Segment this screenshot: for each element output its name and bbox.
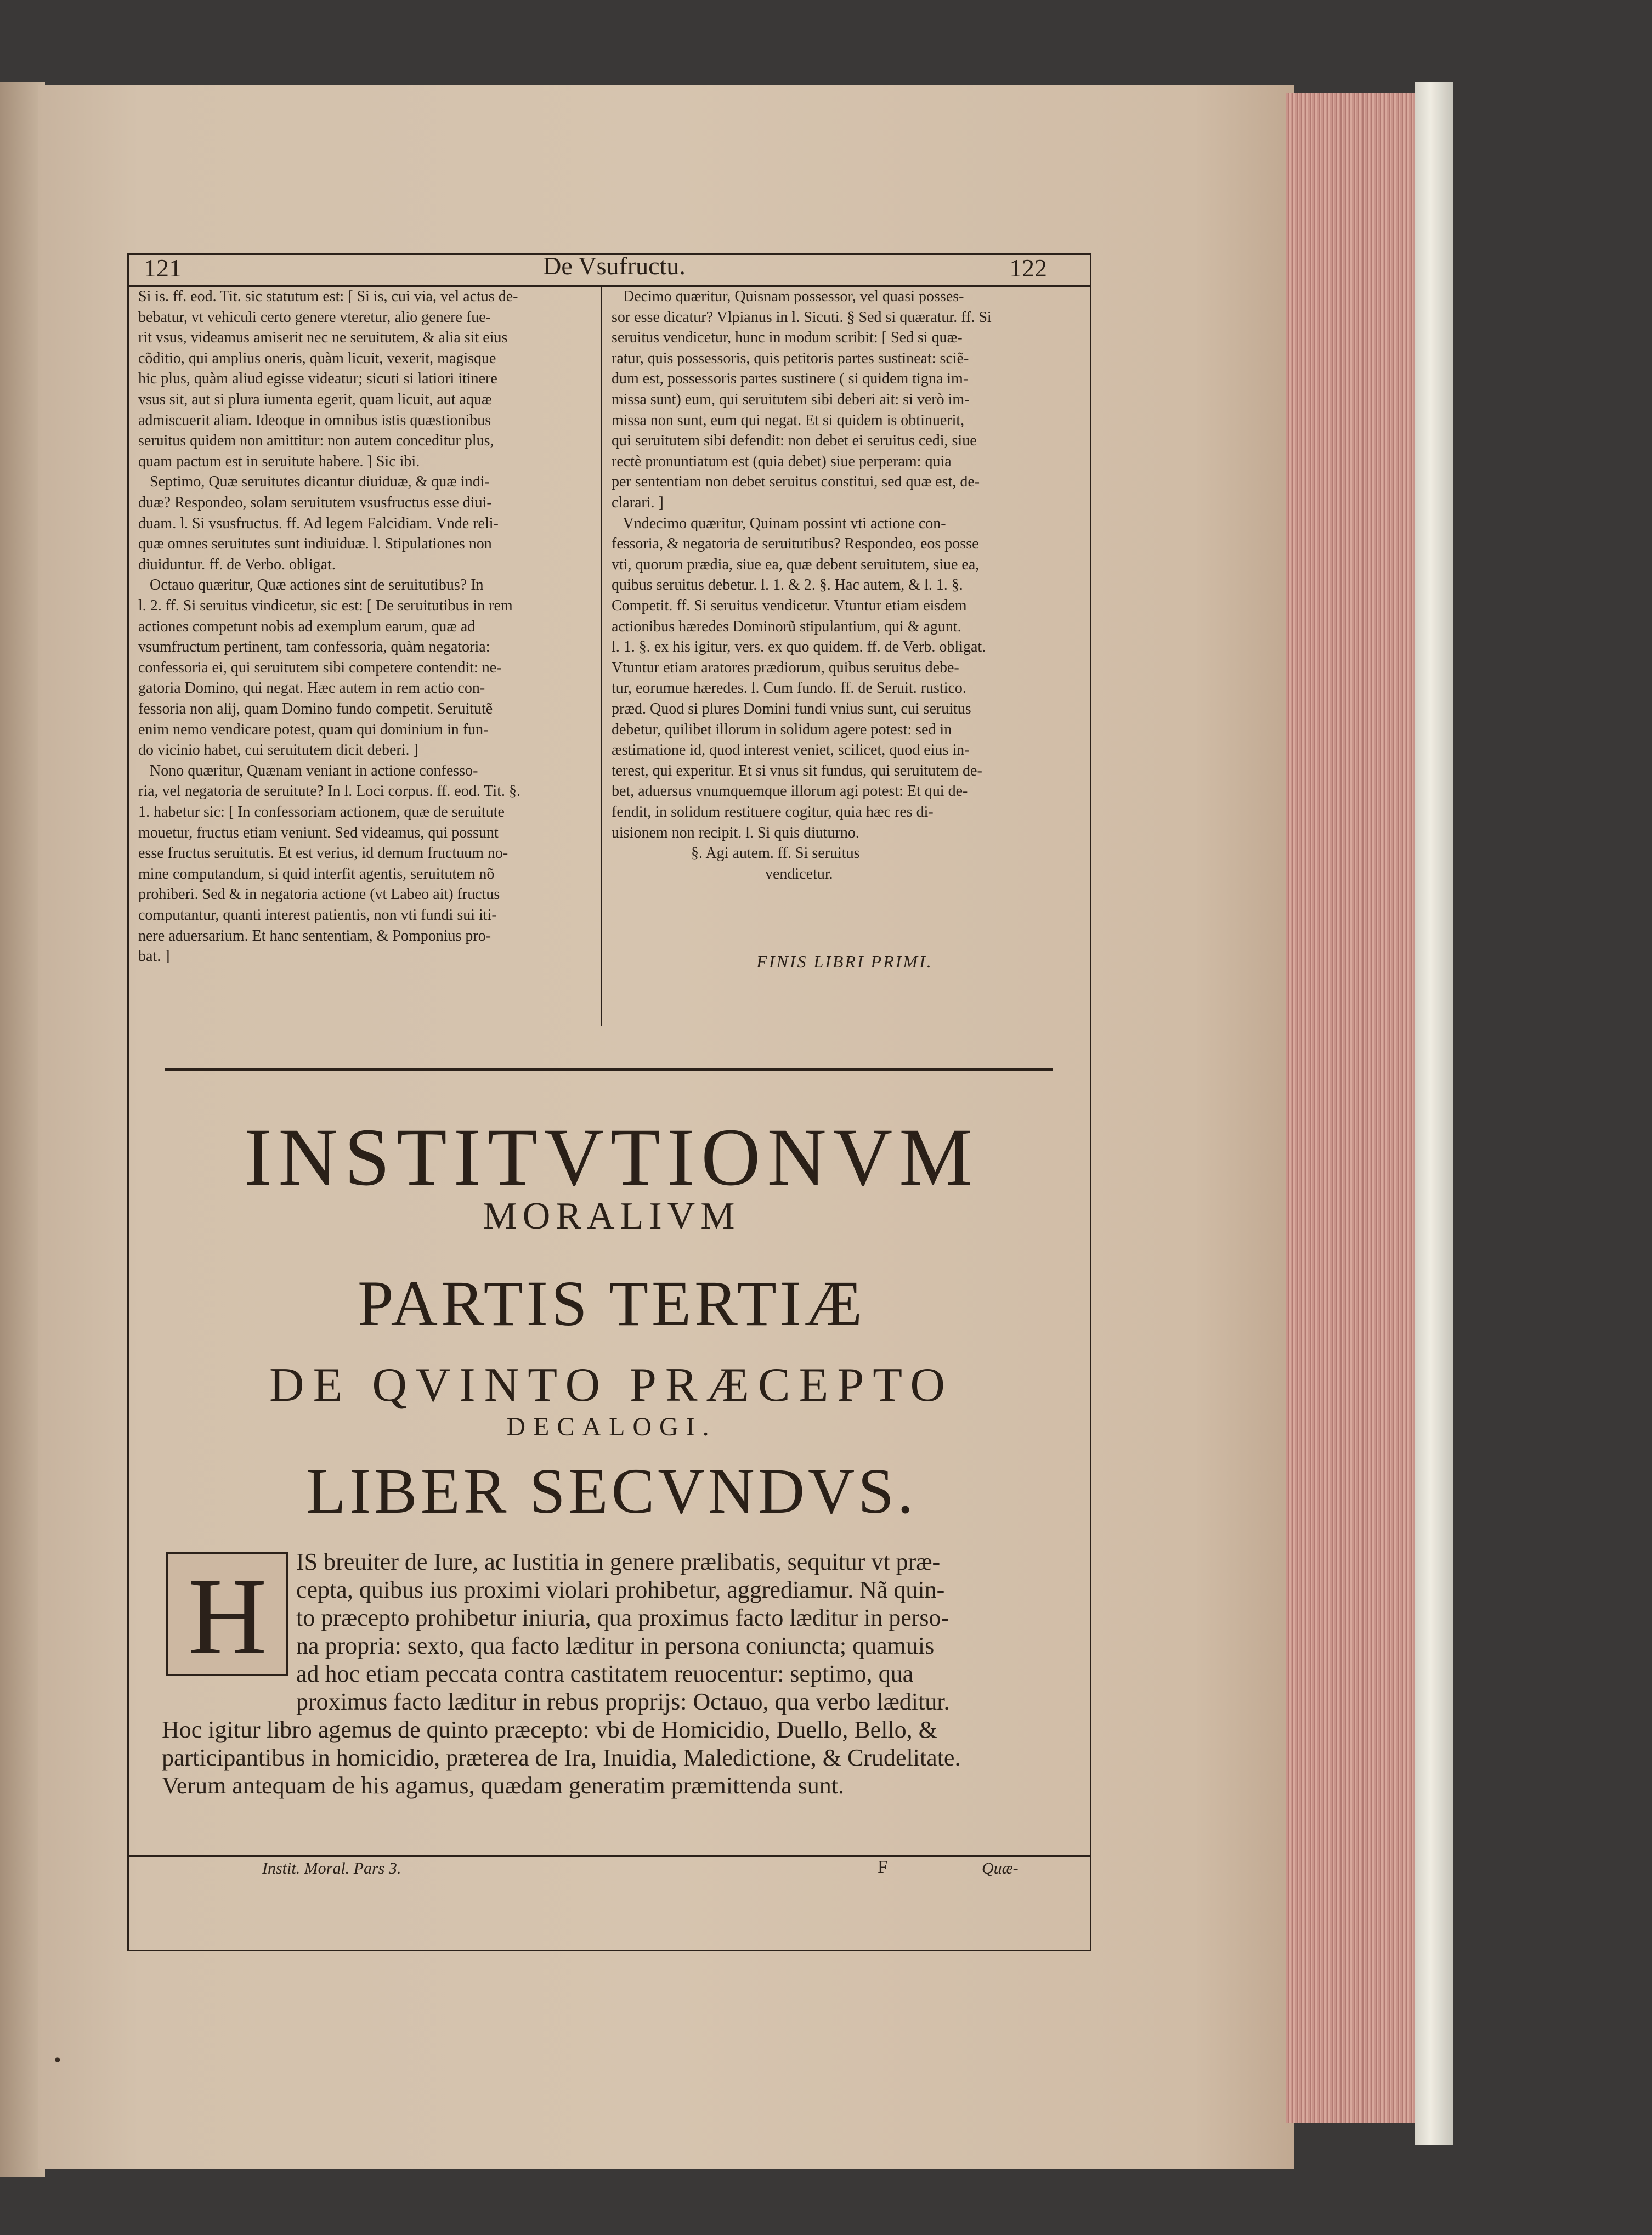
leftcol-line: duæ? Respondeo, solam seruitutem vsusfructus esse diui- (138, 494, 492, 511)
leftcol-line: rit vsus, videamus amiserit nec ne seruitutem, & alia sit eius (138, 329, 508, 347)
bodytext-line: Verum antequam de his agamus, quædam generatim præmittenda sunt. (162, 1772, 844, 1799)
leftcol-line: admiscuerit aliam. Ideoque in omnibus istis quæstionibus (138, 411, 491, 429)
leftcol-line: Si is. ff. eod. Tit. sic statutum est: [ Si is, cui via, vel actus de- (138, 288, 518, 305)
rightcol-line: ratur, quis possessoris, quis petitoris partes sustineat: sciẽ- (612, 349, 969, 367)
leftcol-line: do vicinio habet, cui seruitutem dicit deberi. ] (138, 742, 418, 759)
rightcol-line: seruitus vendicetur, hunc in modum scribit: [ Sed si quæ- (612, 329, 963, 347)
bodytext-line: to præcepto prohibetur iniuria, qua proximus facto læditur in perso- (296, 1604, 949, 1631)
rightcol-line: rectè pronuntiatum est (quia debet) siue perperam: quia (612, 452, 952, 470)
page-number-right: 122 (1009, 254, 1047, 282)
rightcol-line: per sententiam non debet seruitus constitui, sed quæ est, de- (612, 473, 980, 491)
leftcol-line: mine computandum, si quid interfit agentis, seruitutem nõ (138, 865, 495, 882)
leftcol-line: fessoria non alij, quam Domino fundo competit. Seruitutẽ (138, 700, 493, 717)
signature-mark: F (878, 1857, 888, 1877)
page-edges-red (1286, 93, 1429, 2123)
title-liber-secundus: LIBER SECVNDVS. (306, 1455, 917, 1527)
rightcol-line: missa sunt) eum, qui seruitutem sibi deberi ait: si verò im- (612, 391, 970, 408)
leftcol-line: hic plus, quàm aliud egisse videatur; sicuti si latiori itinere (138, 370, 497, 388)
finis-libri: FINIS LIBRI PRIMI. (756, 952, 933, 971)
column-divider (601, 285, 602, 1026)
leftcol-line: actiones competunt nobis ad exemplum earum, quæ ad (138, 618, 476, 635)
rightcol-line: præd. Quod si plures Domini fundi vnius sunt, cui seruitus (612, 700, 971, 717)
rightcol-line: bet, aduersus vnumquemque illorum agi potest: Et qui de- (612, 783, 968, 800)
leftcol-line: enim nemo vendicare potest, quam qui dominium in fun- (138, 721, 489, 738)
rightcol-line: vendicetur. (765, 865, 833, 882)
rightcol-line: fessoria, & negatoria de seruitutibus? Respondeo, eos posse (612, 535, 979, 553)
rightcol-line: §. Agi autem. ff. Si seruitus (691, 845, 860, 862)
catchword: Quæ- (982, 1859, 1019, 1877)
page-number-left: 121 (144, 254, 182, 282)
margin-dot: • (53, 2051, 63, 2070)
rightcol-line: clarari. ] (612, 494, 664, 511)
leftcol-line: seruitus quidem non amittitur: non autem conceditur plus, (138, 432, 494, 450)
bodytext-line: Hoc igitur libro agemus de quinto præcepto: vbi de Homicidio, Duello, Bello, & (162, 1716, 937, 1743)
leftcol-line: Nono quæritur, Quænam veniant in actione confesso- (138, 762, 478, 779)
leftcol-line: l. 2. ff. Si seruitus vindicetur, sic est: [ De seruitutibus in rem (138, 597, 513, 614)
leftcol-line: quam pactum est in seruitute habere. ] Sic ibi. (138, 452, 420, 470)
title-moralium: MORALIVM (483, 1195, 740, 1237)
rightcol-line: debetur, quilibet illorum in solidum agere potest: sed in (612, 721, 952, 738)
bodytext-line: proximus facto læditur in rebus proprijs: Octauo, qua verbo læditur. (296, 1688, 950, 1715)
bodytext-line: IS breuiter de Iure, ac Iustitia in genere prælibatis, sequitur vt præ- (296, 1548, 941, 1575)
rightcol-line: terest, qui experitur. Et si vnus sit fundus, qui seruitutem de- (612, 762, 982, 779)
footer-rule (127, 1855, 1090, 1857)
rightcol-line: Decimo quæritur, Quisnam possessor, vel quasi posses- (612, 288, 964, 305)
signature-left: Instit. Moral. Pars 3. (262, 1859, 401, 1877)
title-institutionum: INSTITVTIONVM (244, 1112, 979, 1203)
rightcol-line: Vndecimo quæritur, Quinam possint vti actione con- (612, 514, 946, 532)
leftcol-line: cõditio, qui amplius oneris, quàm licuit, vexerit, magisque (138, 349, 496, 367)
rightcol-line: l. 1. §. ex his igitur, vers. ex quo quidem. ff. de Verb. obligat. (612, 638, 986, 656)
leftcol-line: prohiberi. Sed & in negatoria actione (vt Labeo ait) fructus (138, 886, 500, 903)
rightcol-line: missa non sunt, eum qui negat. Et si quidem is obtinuerit, (612, 411, 965, 429)
rightcol-line: qui seruitutem sibi defendit: non debet ei seruitus cedi, siue (612, 432, 977, 450)
rightcol-line: actionibus hæredes Dominorũ stipulantium, qui & agunt. (612, 618, 961, 635)
leftcol-line: diuiduntur. ff. de Verbo. obligat. (138, 556, 336, 573)
title-de-quinto-praecepto: DE QVINTO PRÆCEPTO (269, 1359, 954, 1412)
leftcol-line: duam. l. Si vsusfructus. ff. Ad legem Falcidiam. Vnde reli- (138, 514, 499, 532)
leftcol-line: gatoria Domino, qui negat. Hæc autem in rem actio con- (138, 680, 485, 697)
leftcol-line: ria, vel negatoria de seruitute? In l. Loci corpus. ff. eod. Tit. §. (138, 783, 521, 800)
dropcap-letter: H (188, 1556, 267, 1677)
leftcol-line: vsumfructum pertinent, tam confessoria, quàm negatoria: (138, 638, 490, 656)
rightcol-line: uisionem non recipit. l. Si quis diuturno. (612, 824, 859, 841)
rightcol-line: Vtuntur etiam aratores prædiorum, quibus seruitus debe- (612, 659, 959, 676)
rightcol-line: dum est, possessoris partes sustinere ( si quidem tigna im- (612, 370, 969, 388)
leftcol-line: Septimo, Quæ seruitutes dicantur diuiduæ, & quæ indi- (138, 473, 490, 491)
leftcol-line: mouetur, fructus etiam veniunt. Sed videamus, qui possunt (138, 824, 499, 841)
rightcol-line: fendit, in solidum restituere cogitur, quia hæc res di- (612, 804, 934, 821)
running-title: De Vsufructu. (543, 252, 686, 280)
leftcol-line: computantur, quanti interest patientis, non vti fundi sui iti- (138, 907, 497, 924)
bodytext-line: participantibus in homicidio, præterea de Ira, Inuidia, Maledictione, & Crudelitate. (162, 1744, 961, 1771)
decorated-initial (166, 1552, 288, 1676)
rightcol-line: quibus seruitus debetur. l. 1. & 2. §. Hac autem, & l. 1. §. (612, 576, 963, 594)
leftcol-line: vsus sit, aut si plura iumenta egerit, quam licuit, aut aquæ (138, 391, 492, 408)
rightcol-line: vti, quorum prædia, siue ea, quæ debent seruitutem, siue ea, (612, 556, 980, 573)
section-rule (165, 1068, 1053, 1071)
title-decalogi: DECALOGI. (506, 1412, 717, 1441)
bodytext-line: ad hoc etiam peccata contra castitatem reuocentur: septimo, qua (296, 1660, 914, 1687)
rightcol-line: sor esse dicatur? Vlpianus in l. Sicuti. § Sed si quæratur. ff. Si (612, 308, 992, 326)
rightcol-line: tur, eorumue hæredes. l. Cum fundo. ff. de Seruit. rustico. (612, 680, 966, 697)
leftcol-line: Octauo quæritur, Quæ actiones sint de seruitutibus? In (138, 576, 484, 594)
leftcol-line: quæ omnes seruitutes sunt indiuiduæ. l. Stipulationes non (138, 535, 492, 553)
title-partis-tertiae: PARTIS TERTIÆ (357, 1268, 866, 1339)
bodytext-line: cepta, quibus ius proximi violari prohibetur, aggrediamur. Nã quin- (296, 1576, 945, 1603)
leftcol-line: bebatur, vt vehiculi certo genere vteretur, alio genere fue- (138, 308, 491, 326)
rightcol-line: Competit. ff. Si seruitus vendicetur. Vtuntur etiam eisdem (612, 597, 967, 614)
bodytext-line: na propria: sexto, qua facto læditur in persona coniuncta; quamuis (296, 1632, 935, 1659)
book-cover-edge (1415, 82, 1453, 2145)
leftcol-line: confessoria ei, qui seruitutem sibi competere contendit: ne- (138, 659, 502, 676)
leftcol-line: nere aduersarium. Et hanc sententiam, & Pomponius pro- (138, 927, 491, 944)
rightcol-line: æstimatione id, quod interest veniet, scilicet, quod eius in- (612, 742, 970, 759)
leftcol-line: 1. habetur sic: [ In confessoriam actionem, quæ de seruitute (138, 804, 505, 821)
leftcol-line: esse fructus seruitutis. Et est verius, id demum fructuum no- (138, 845, 508, 862)
leftcol-line: bat. ] (138, 948, 170, 965)
